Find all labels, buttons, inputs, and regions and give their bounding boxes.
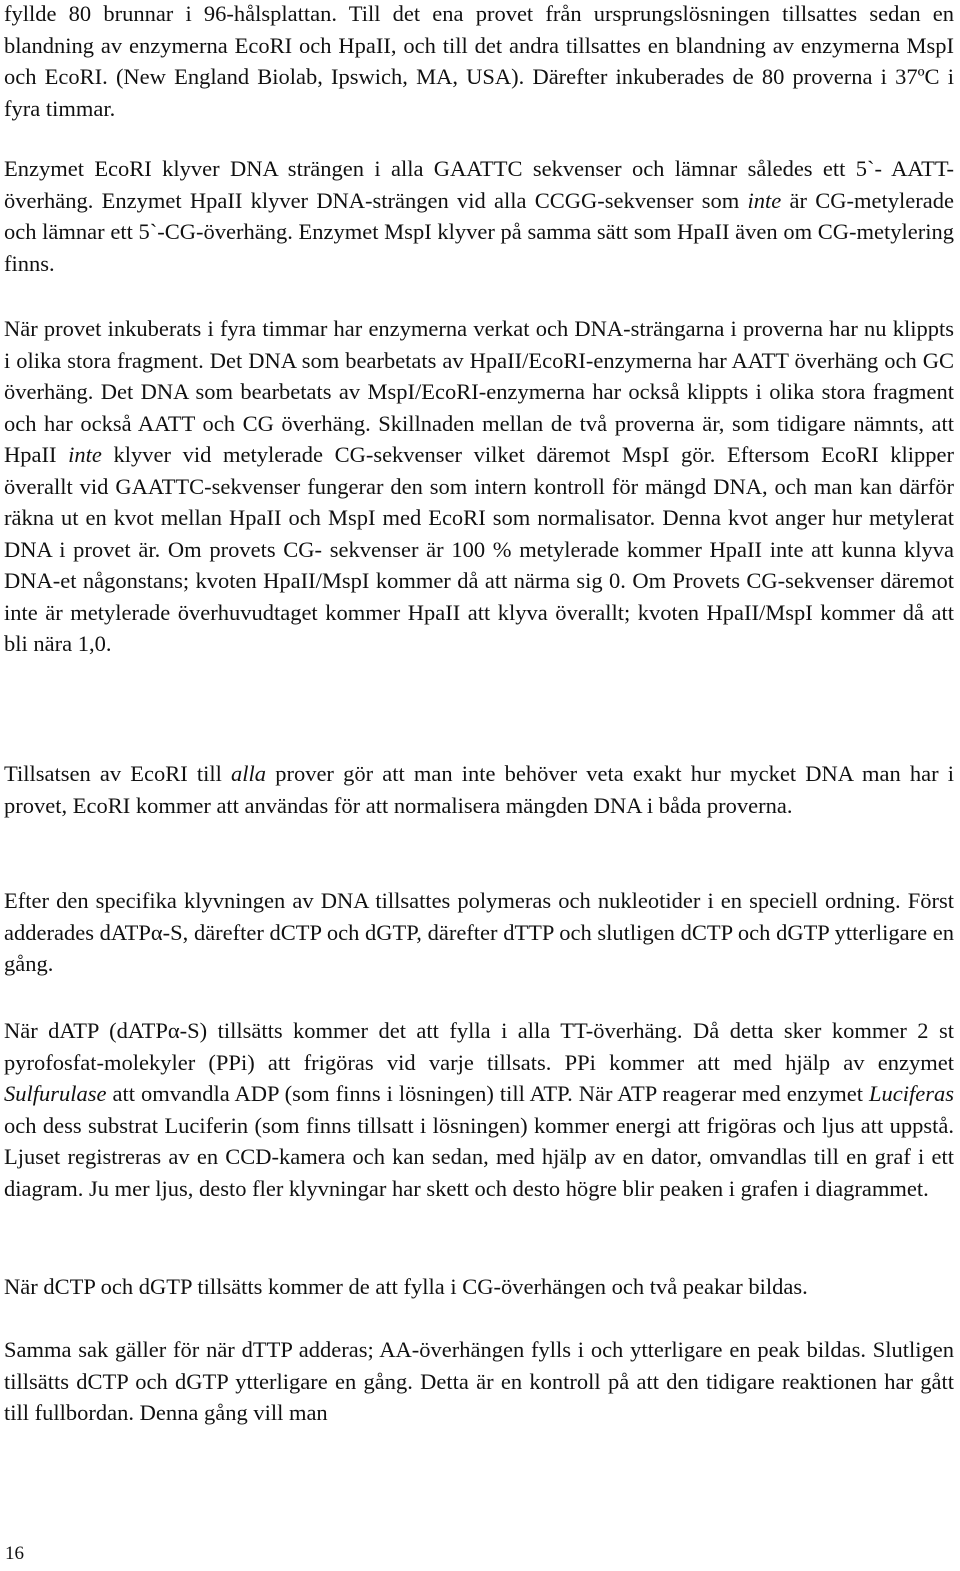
text-run: klyver vid metylerade CG-sekvenser vilket däremot MspI gör. Eftersom EcoRI klipper överallt vid GAATTC-sekvenser fungerar den som intern kontroll för mängd DNA, och man kan därför räkna ut en kvot mellan HpaII och MspI med EcoRI som normalisator. Denna kvot anger hur metylerat DNA i provet är. Om provets CG- sekvenser är 100 % metylerade kommer HpaII inte att kunna klyva DNA-et någonstans; kvoten HpaII/MspI kommer då att närma sig 0. Om Provets CG-sekvenser däremot inte är metylerade överhuvudtaget kommer HpaII att klyva överallt; kvoten HpaII/MspI kommer då att bli nära 1,0. bbox=[4, 442, 954, 656]
italic-text: inte bbox=[68, 442, 102, 467]
text-run: Samma sak gäller för när dTTP adderas; AA-överhängen fylls i och ytterligare en peak bildas. Slutligen tillsätts dCTP och dGTP ytterligare en gång. Detta är en kontroll på att den tidigare reaktionen har gått till fullbordan. Denna gång vill man bbox=[4, 1337, 954, 1425]
text-run: Efter den specifika klyvningen av DNA tillsattes polymeras och nukleotider i en speciell ordning. Först adderades dATPα-S, därefter dCTP och dGTP, därefter dTTP och slutligen dCTP och dGTP ytterligare en gång. bbox=[4, 888, 954, 976]
paragraph-5 bbox=[4, 885, 954, 980]
page-number: 16 bbox=[5, 1543, 24, 1564]
text-run: att omvandla ADP (som finns i lösningen) till ATP. När ATP reagerar med enzymet bbox=[106, 1081, 869, 1106]
paragraph-7 bbox=[4, 1271, 954, 1303]
paragraph-3 bbox=[4, 313, 954, 660]
text-run: När dCTP och dGTP tillsätts kommer de att fylla i CG-överhängen och två peakar bildas. bbox=[4, 1274, 808, 1299]
italic-text: Sulfurulase bbox=[4, 1081, 107, 1106]
text-run: fyllde 80 brunnar i 96-hålsplattan. Till det ena provet från ursprungslösningen tillsattes sedan en blandning av enzymerna EcoRI och HpaII, och till det andra tillsattes en blandning av enzymerna MspI och EcoRI. (New England Biolab, Ipswich, MA, USA). Därefter inkuberades de 80 proverna i 37ºC i fyra timmar. bbox=[4, 1, 954, 121]
text-run: prover gör att man inte behöver veta exakt hur mycket DNA man har i provet, EcoRI kommer att användas för att normalisera mängden DNA i båda proverna. bbox=[4, 761, 954, 818]
text-run: Enzymet EcoRI klyver DNA strängen i alla GAATTC sekvenser och lämnar således ett 5`- AATT-överhäng. Enzymet HpaII klyver DNA-strängen vid alla CCGG-sekvenser som bbox=[4, 156, 954, 213]
paragraph-2 bbox=[4, 153, 954, 279]
italic-text: Luciferas bbox=[868, 1081, 954, 1106]
text-run: och dess substrat Luciferin (som finns tillsatt i lösningen) kommer energi att frigöras och ljus att uppstå. Ljuset registreras av en CCD-kamera och kan sedan, med hjälp av en dator, omvandlas till en graf i ett diagram. Ju mer ljus, desto fler klyvningar har skett och desto högre blir peaken i grafen i diagrammet. bbox=[4, 1112, 954, 1201]
paragraph-4 bbox=[4, 758, 954, 821]
text-run: När dATP (dATPα-S) tillsätts kommer det att fylla i alla TT-överhäng. Då detta sker kommer 2 st pyrofosfat-molekyler (PPi) att frigöras vid varje tillsats. PPi kommer att med hjälp av enzymet bbox=[4, 1018, 954, 1075]
text-run: är CG-metylerade och lämnar ett 5`-CG-överhäng. Enzymet MspI klyver på samma sätt som HpaII även om CG-metylering finns. bbox=[4, 187, 954, 276]
paragraph-8 bbox=[4, 1334, 954, 1429]
italic-text: inte bbox=[747, 187, 782, 213]
paragraph-6 bbox=[4, 1015, 954, 1204]
italic-text: alla bbox=[231, 761, 267, 786]
text-run: Tillsatsen av EcoRI till bbox=[4, 761, 232, 786]
text-run: När provet inkuberats i fyra timmar har enzymerna verkat och DNA-strängarna i proverna har nu klippts i olika stora fragment. Det DNA som bearbetats av HpaII/EcoRI-enzymerna har AATT överhäng och GC överhäng. Det DNA som bearbetats av MspI/EcoRI-enzymerna har också klippts i olika stora fragment och har också AATT och CG överhäng. Skillnaden mellan de två proverna är, som tidigare nämnts, att HpaII bbox=[4, 316, 954, 467]
paragraph-1 bbox=[4, 0, 954, 124]
